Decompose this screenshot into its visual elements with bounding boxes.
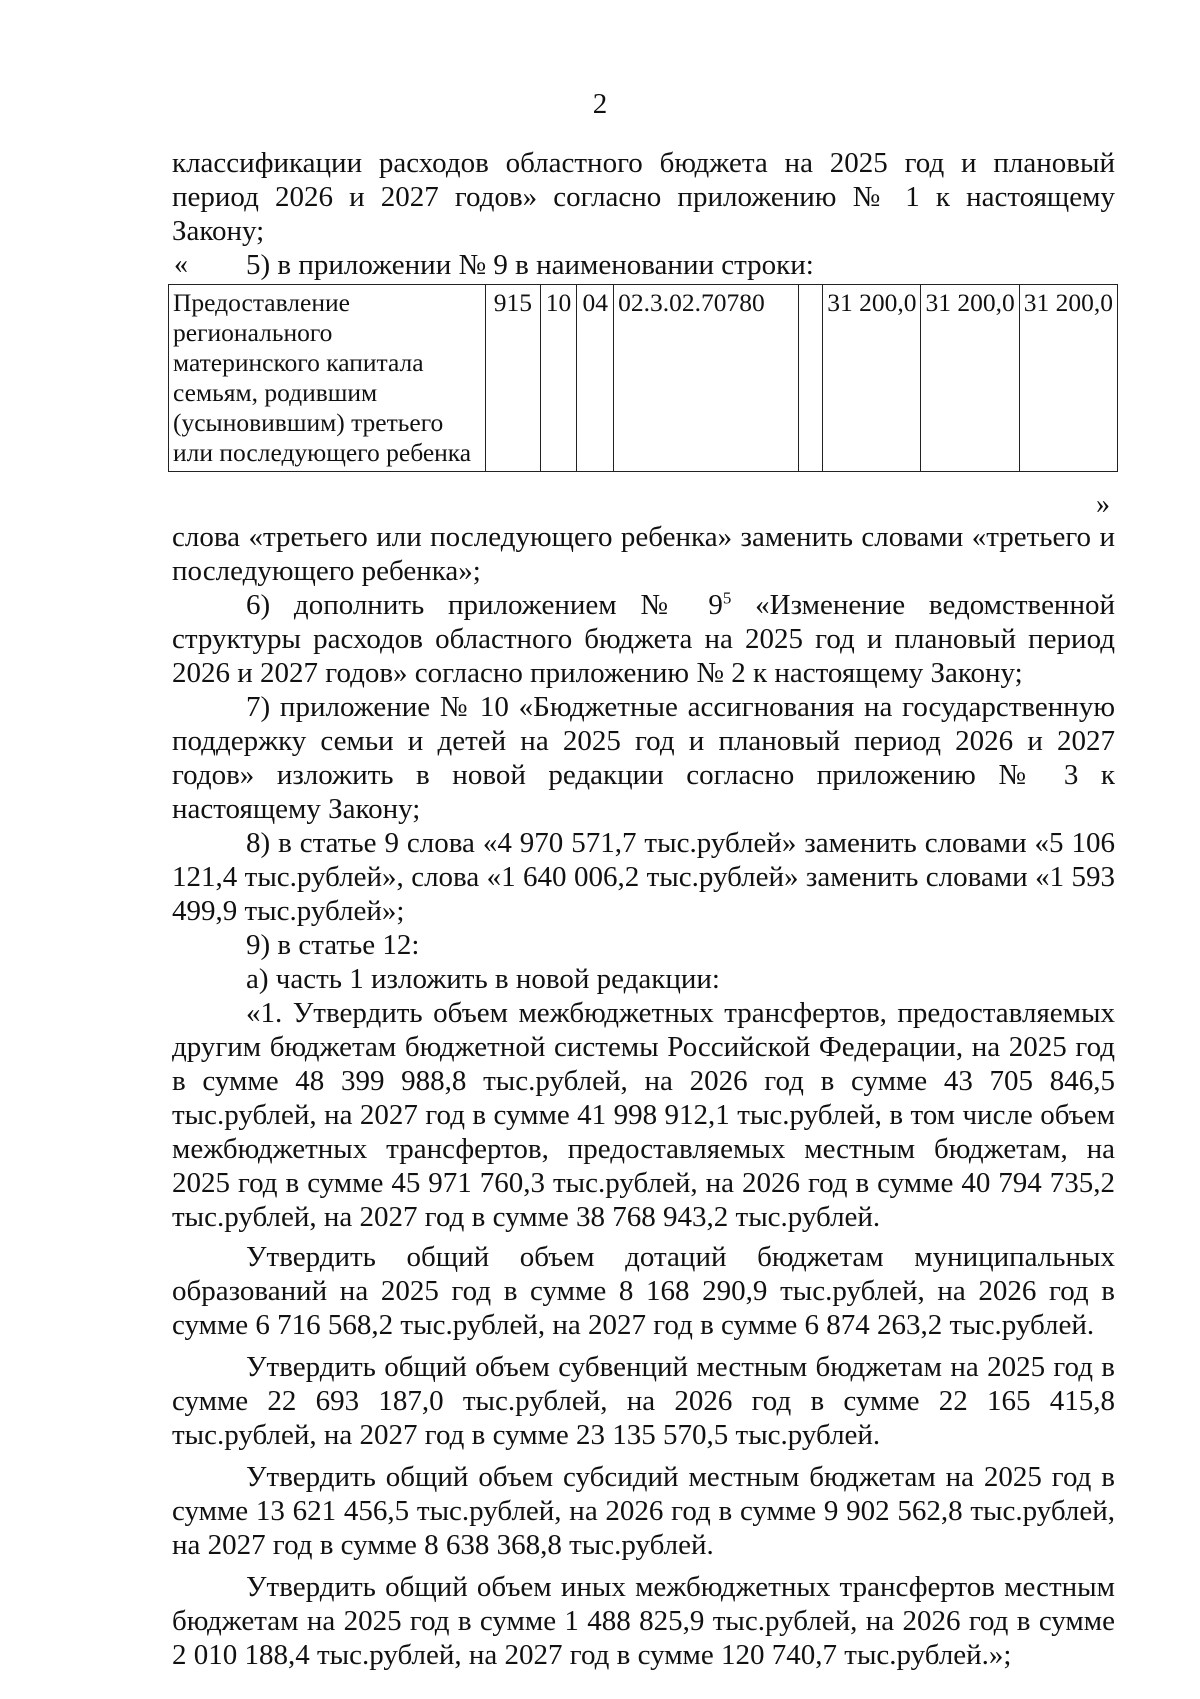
- intro-block: [172, 146, 1115, 282]
- section-code-cell: 10: [540, 285, 577, 472]
- closing-quote: »: [1096, 489, 1110, 520]
- item-7-paragraph: 7) приложение № 10 «Бюджетные ассигнования на государственную поддержку семьи и детей на 2025 год и плановый период 2026 и 2027 годов» изложить в новой редакции согласно приложению № 3 к настоящему Закону;: [172, 691, 1115, 825]
- amount-2025-cell: 31 200,0: [823, 285, 921, 472]
- dotations-paragraph: Утвердить общий объем дотаций бюджетам муниципальных образований на 2025 год в сумме 8 168 290,9 тыс.рублей, на 2026 год в сумме 6 716 568,2 тыс.рублей, на 2027 год в сумме 6 874 263,2 тыс.рублей.: [172, 1241, 1115, 1341]
- amount-2027-cell: 31 200,0: [1019, 285, 1117, 472]
- main-text-block: [172, 520, 1115, 1672]
- replace-words-paragraph: слова «третьего или последующего ребенка» заменить словами «третьего и последующего ребенка»;: [172, 521, 1115, 587]
- target-article-cell: 02.3.02.70780: [614, 285, 798, 472]
- table-row: [169, 285, 1118, 472]
- item-5-paragraph: 5) в приложении № 9 в наименовании строки:: [246, 249, 814, 281]
- item-9-paragraph: 9) в статье 12:: [246, 929, 420, 961]
- item-6-paragraph: [172, 588, 1115, 690]
- ministry-code-cell: 915: [486, 285, 540, 472]
- expense-type-cell: [798, 285, 823, 472]
- item-6-text-start: 6) дополнить приложением № 9: [246, 589, 723, 621]
- item-6-text-end: «Изменение ведомственной структуры расходов областного бюджета на 2025 год и плановый период 2026 и 2027 годов» согласно приложению № 2 к настоящему Закону;: [172, 589, 1115, 689]
- superscript-5: 5: [722, 588, 732, 608]
- row-name-cell: Предоставление регионального материнского капитала семьям, родившим (усыновившим) третьего или последующего ребенка: [169, 285, 486, 472]
- intro-paragraph: классификации расходов областного бюджета на 2025 год и плановый период 2026 и 2027 годов» согласно приложению № 1 к настоящему Закону;: [172, 147, 1115, 247]
- page-number: 2: [592, 88, 608, 120]
- opening-quote: «: [174, 249, 188, 280]
- transfers-paragraph: «1. Утвердить объем межбюджетных трансфертов, предоставляемых другим бюджетам бюджетной системы Российской Федерации, на 2025 год в сумме 48 399 988,8 тыс.рублей, на 2026 год в сумме 43 705 846,5 тыс.рублей, на 2027 год в сумме 41 998 912,1 тыс.рублей, в том числе объем межбюджетных трансфертов, предоставляемых местным бюджетам, на 2025 год в сумме 45 971 760,3 тыс.рублей, на 2026 год в сумме 40 794 735,2 тыс.рублей, на 2027 год в сумме 38 768 943,2 тыс.рублей.: [172, 997, 1115, 1233]
- amount-2026-cell: 31 200,0: [921, 285, 1019, 472]
- item-8-paragraph: 8) в статье 9 слова «4 970 571,7 тыс.рублей» заменить словами «5 106 121,4 тыс.рублей», слова «1 640 006,2 тыс.рублей» заменить словами «1 593 499,9 тыс.рублей»;: [172, 827, 1115, 927]
- other-transfers-paragraph: Утвердить общий объем иных межбюджетных трансфертов местным бюджетам на 2025 год в сумме 1 488 825,9 тыс.рублей, на 2026 год в сумме 2 010 188,4 тыс.рублей, на 2027 год в сумме 120 740,7 тыс.рублей.»;: [172, 1571, 1115, 1671]
- subsidies-paragraph: Утвердить общий объем субсидий местным бюджетам на 2025 год в сумме 13 621 456,5 тыс.рублей, на 2026 год в сумме 9 902 562,8 тыс.рублей, на 2027 год в сумме 8 638 368,8 тыс.рублей.: [172, 1461, 1115, 1561]
- budget-row-table: [168, 284, 1118, 472]
- subventions-paragraph: Утвердить общий объем субвенций местным бюджетам на 2025 год в сумме 22 693 187,0 тыс.рублей, на 2026 год в сумме 22 165 415,8 тыс.рублей, на 2027 год в сумме 23 135 570,5 тыс.рублей.: [172, 1351, 1115, 1451]
- item-9a-paragraph: а) часть 1 изложить в новой редакции:: [246, 963, 720, 995]
- subsection-code-cell: 04: [577, 285, 614, 472]
